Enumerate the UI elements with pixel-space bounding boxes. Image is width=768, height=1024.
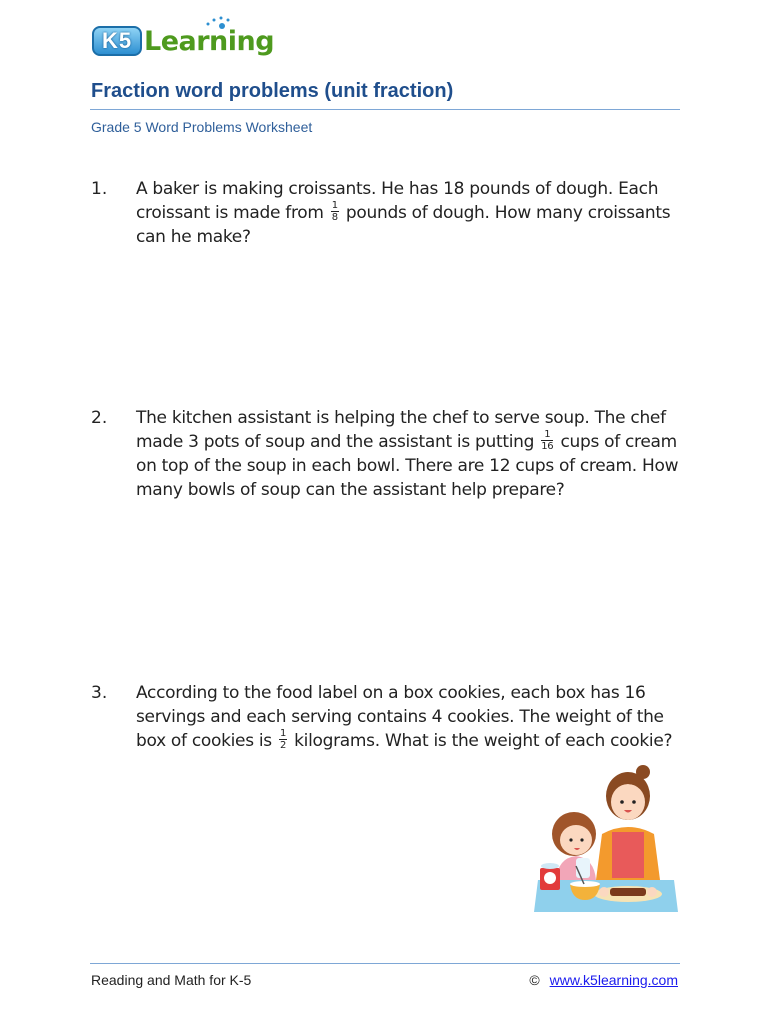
- problem-text-before: The kitchen assistant is helping the chef to serve soup. The chef made 3 pots of soup and the assistant is putting: [136, 408, 666, 452]
- fraction: [279, 728, 287, 751]
- fraction: [541, 429, 553, 452]
- numerator: 1: [279, 727, 287, 739]
- problem-text: [136, 681, 681, 753]
- logo-badge: K5: [92, 26, 142, 56]
- denominator: 16: [541, 440, 554, 452]
- baking-illustration: [532, 762, 680, 914]
- problem-text-after: pounds of dough. How many croissants can he make?: [136, 203, 671, 247]
- problem-number: 2.: [91, 408, 108, 428]
- footer-divider: [90, 963, 680, 964]
- numerator: 1: [331, 199, 338, 211]
- denominator: 2: [279, 739, 287, 751]
- problem-text: [136, 406, 681, 502]
- page-title: Fraction word problems (unit fraction): [91, 80, 454, 102]
- problem-number: 1.: [91, 179, 108, 199]
- logo-word: Learning: [144, 26, 275, 57]
- problem-1: [91, 177, 681, 249]
- problem-text-after: kilograms. What is the weight of each cookie?: [294, 731, 673, 751]
- numerator: 1: [541, 429, 553, 441]
- k5-learning-logo: [92, 16, 275, 60]
- denominator: 8: [331, 211, 338, 223]
- copyright-icon: ©: [529, 972, 540, 988]
- page-subtitle: Grade 5 Word Problems Worksheet: [91, 119, 313, 135]
- title-divider: [90, 109, 680, 110]
- problem-text-after: cups of cream on top of the soup in each bowl. There are 12 cups of cream. How many bowls of soup can the assistant help prepare?: [136, 432, 679, 500]
- footer-tagline: Reading and Math for K-5: [91, 972, 252, 988]
- problem-text-before: According to the food label on a box cookies, each box has 16 servings and each serving contains 4 cookies. The weight of the box of cookies is: [136, 683, 664, 751]
- fraction: [331, 200, 339, 223]
- problem-3: [91, 681, 681, 753]
- problem-number: 3.: [91, 683, 108, 703]
- footer-copyright: [529, 972, 678, 988]
- problem-text-before: A baker is making croissants. He has 18 pounds of dough. Each croissant is made from: [136, 179, 659, 223]
- problem-2: [91, 406, 681, 502]
- problem-text: [136, 177, 681, 249]
- website-link[interactable]: www.k5learning.com: [549, 972, 678, 988]
